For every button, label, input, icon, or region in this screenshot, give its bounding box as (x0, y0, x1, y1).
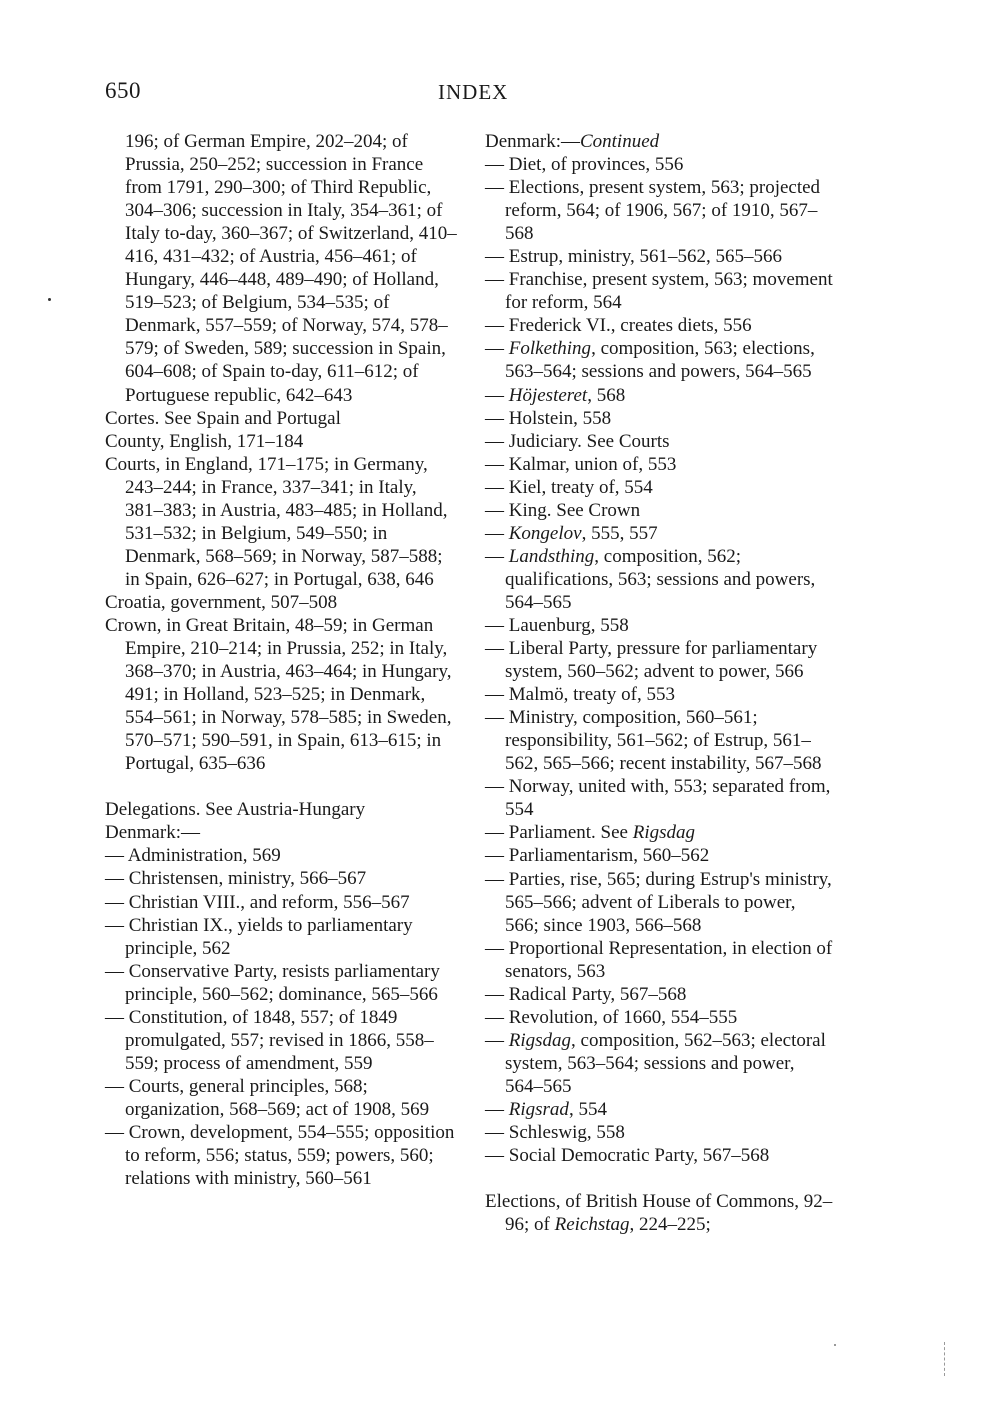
entry-text: — Parliament. See (485, 822, 633, 844)
entry-text: , 554 (568, 1098, 607, 1120)
index-subentry (485, 775, 833, 821)
entry-italic-term: Kongelov (508, 522, 582, 544)
index-subentry (105, 844, 457, 867)
entry-italic-term: Rigsdag (508, 1029, 572, 1051)
index-subentry (485, 683, 833, 706)
index-subentry (485, 1029, 833, 1098)
entry-text: — Crown, development, 554–555; opposition to reform, 556; status, 559; powers, 560; relations with ministry, 560–561 (105, 1121, 455, 1190)
index-entry-continuation (105, 130, 457, 407)
entry-text: — Lauenburg, 558 (485, 614, 629, 636)
index-entry (105, 430, 457, 453)
index-subentry (485, 176, 833, 245)
entry-text: — Liberal Party, pressure for parliamentary system, 560–562; advent to power, 566 (485, 638, 818, 683)
entry-text: — Judiciary. See Courts (485, 430, 670, 452)
entry-text: , 568 (587, 384, 626, 406)
index-subentry (485, 245, 833, 268)
entry-italic-term: Folkething (508, 338, 592, 360)
index-subentry (485, 314, 833, 337)
index-entry (105, 591, 457, 614)
entry-text: — Kalmar, union of, 553 (485, 453, 677, 475)
index-subentry (485, 937, 833, 983)
entry-text: — Social Democratic Party, 567–568 (485, 1145, 770, 1167)
entry-text: — Christian VIII., and reform, 556–567 (105, 891, 410, 913)
index-entry (105, 821, 457, 844)
entry-text: 196; of German Empire, 202–204; of Prussia, 250–252; succession in France from 1791, 290–300; of Third Republic, 304–306; succession in Italy, 354–361; of Italy to-day, 360–367; of Switzerland, 410–416, 431–432; of Austria, 456–461; of Hungary, 446–448, 489–490; of Holland, 519–523; of Belgium, 534–535; of Denmark, 557–559; of Norway, 574, 578–579; of Sweden, 589; succession in Spain, 604–608; of Spain to-day, 611–612; of Portuguese republic, 642–643 (125, 131, 457, 406)
entry-text: Croatia, government, 507–508 (105, 591, 338, 613)
index-subentry (485, 844, 833, 867)
index-subentry (485, 337, 833, 383)
entry-italic-term: Landsthing (508, 545, 595, 567)
entry-text: , composition, 562; qualifications, 563; sessions and powers, 564–565 (505, 545, 816, 613)
entry-dash: — (485, 1029, 509, 1051)
entry-text: Cortes. See Spain and Portugal (105, 407, 341, 429)
index-subentry (485, 453, 833, 476)
entry-gap (485, 1167, 833, 1190)
index-subentry (485, 637, 833, 683)
entry-text: — King. See Crown (485, 499, 641, 521)
entry-text: County, English, 171–184 (105, 430, 304, 452)
entry-dash: — (485, 1098, 509, 1120)
entry-text: — Ministry, composition, 560–561; responsibility, 561–562; of Estrup, 561–562, 565–566; recent instability, 567–568 (485, 707, 822, 775)
index-entry (105, 798, 457, 821)
margin-dot (48, 298, 51, 301)
entry-text: — Christensen, ministry, 566–567 (105, 868, 367, 890)
index-subentry (485, 407, 833, 430)
entry-text: Denmark:— (105, 822, 200, 844)
index-subentry (485, 153, 833, 176)
right-column (485, 130, 833, 1236)
index-entry (105, 407, 457, 430)
entry-text: Crown, in Great Britain, 48–59; in German Empire, 210–214; in Prussia, 252; in Italy, 368–370; in Austria, 463–464; in Hungary, 491; in Holland, 523–525; in Denmark, 554–561; in Norway, 578–585; in Sweden, 570–571; 590–591, in Spain, 613–615; in Portugal, 635–636 (105, 614, 452, 775)
entry-italic-ref: Rigsdag (632, 822, 696, 844)
entry-italic-ref: Reichstag (554, 1214, 630, 1236)
index-subentry (105, 1006, 457, 1075)
index-entry (105, 453, 457, 591)
margin-mark (944, 1342, 946, 1376)
index-subentry (485, 268, 833, 314)
entry-text: — Norway, united with, 553; separated from, 554 (485, 776, 831, 821)
index-subentry (485, 476, 833, 499)
index-subentry (485, 821, 833, 844)
entry-text: Denmark:— (485, 131, 580, 152)
index-entry (485, 130, 833, 153)
entry-text: — Parliamentarism, 560–562 (485, 845, 710, 867)
page-number: 650 (105, 78, 141, 103)
index-subentry (485, 614, 833, 637)
entry-text: Delegations. See Austria-Hungary (105, 799, 366, 821)
index-subentry (485, 983, 833, 1006)
entry-italic-term: Höjesteret (508, 384, 588, 406)
entry-text: Elections, of British House of Commons, 92–96; of (485, 1191, 833, 1236)
margin-speck (834, 1344, 836, 1346)
left-column (105, 130, 457, 1190)
entry-text: — Schleswig, 558 (485, 1122, 625, 1144)
index-subentry (485, 1006, 833, 1029)
entry-text: , composition, 563; elections, 563–564; sessions and powers, 564–565 (505, 338, 815, 383)
entry-text: — Parties, rise, 565; during Estrup's ministry, 565–566; advent of Liberals to power, 566; since 1903, 566–568 (485, 868, 832, 936)
entry-text: — Proportional Representation, in election of senators, 563 (485, 937, 833, 982)
index-subentry (485, 868, 833, 937)
entry-dash: — (485, 338, 509, 360)
entry-dash: — (485, 545, 509, 567)
entry-text: — Elections, present system, 563; projected reform, 564; of 1906, 567; of 1910, 567–568 (485, 177, 821, 245)
entry-text: — Malmö, treaty of, 553 (485, 684, 675, 706)
entry-text: — Constitution, of 1848, 557; of 1849 promulgated, 557; revised in 1866, 558–559; process of amendment, 559 (105, 1006, 434, 1074)
entry-text: — Radical Party, 567–568 (485, 983, 687, 1005)
entry-tail: , 224–225; (629, 1214, 711, 1236)
entry-italic-note: Continued (579, 131, 660, 152)
index-subentry (485, 545, 833, 614)
index-subentry (485, 1098, 833, 1121)
entry-text: — Holstein, 558 (485, 407, 612, 429)
index-subentry (105, 1075, 457, 1121)
entry-text: — Courts, general principles, 568; organization, 568–569; act of 1908, 569 (105, 1075, 430, 1120)
entry-text: — Diet, of provinces, 556 (485, 154, 684, 176)
index-subentry (105, 914, 457, 960)
index-subentry (485, 384, 833, 407)
entry-text: — Kiel, treaty of, 554 (485, 476, 653, 498)
index-subentry (105, 960, 457, 1006)
index-subentry (105, 1121, 457, 1190)
index-subentry (105, 891, 457, 914)
index-entry (485, 1190, 833, 1236)
index-subentry (485, 430, 833, 453)
entry-dash: — (485, 522, 509, 544)
entry-gap (105, 775, 457, 798)
entry-text: — Administration, 569 (105, 845, 281, 867)
entry-text: , composition, 562–563; electoral system, 563–564; sessions and power, 564–565 (505, 1029, 826, 1097)
entry-text: , 555, 557 (581, 522, 658, 544)
running-head: INDEX (438, 80, 509, 104)
index-subentry (485, 1144, 833, 1167)
entry-text: — Christian IX., yields to parliamentary principle, 562 (105, 914, 413, 959)
index-subentry (485, 1121, 833, 1144)
entry-text: Courts, in England, 171–175; in Germany, 243–244; in France, 337–341; in Italy, 381–383; in Austria, 483–485; in Holland, 531–532; in Belgium, 549–550; in Denmark, 568–569; in Norway, 587–588; in Spain, 626–627; in Portugal, 638, 646 (105, 453, 448, 590)
index-entry (105, 614, 457, 775)
index-subentry (485, 522, 833, 545)
entry-text: — Conservative Party, resists parliamentary principle, 560–562; dominance, 565–566 (105, 960, 440, 1005)
entry-text: — Franchise, present system, 563; movement for reform, 564 (485, 269, 833, 314)
entry-text: — Revolution, of 1660, 554–555 (485, 1006, 738, 1028)
entry-italic-term: Rigsrad (508, 1098, 569, 1120)
entry-dash: — (485, 384, 509, 406)
index-subentry (485, 499, 833, 522)
entry-text: — Estrup, ministry, 561–562, 565–566 (485, 246, 782, 268)
index-subentry (485, 706, 833, 775)
index-subentry (105, 867, 457, 890)
entry-text: — Frederick VI., creates diets, 556 (485, 315, 752, 337)
